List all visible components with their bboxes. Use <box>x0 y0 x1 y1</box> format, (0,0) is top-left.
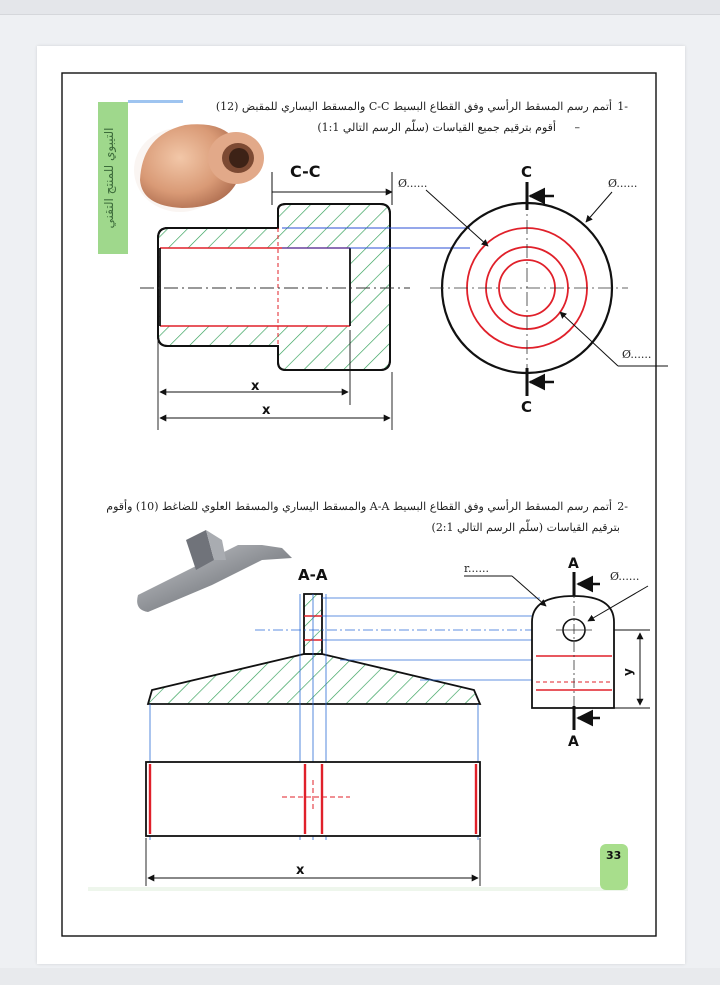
exercise1-heading <box>216 99 628 134</box>
section-cc-title: C-C <box>290 162 321 181</box>
svg-text:التيبوي للمنتج التقني: التيبوي للمنتج التقني <box>102 127 116 229</box>
cut-label-c-bottom: C <box>521 398 533 416</box>
bushing-photo <box>134 124 264 212</box>
exercise2-line1: أتمم رسم المسقط الرأسي وفق القطاع البسيط A-A والمسقط اليساري والمسقط العلوي للضاغط (10) وأقوم <box>106 500 612 513</box>
page-number: 33 <box>606 849 622 862</box>
bushing-section-view <box>140 204 470 370</box>
exercise2-line2: بترقيم القياسات (سلّم الرسم التالي 2:1) <box>431 521 620 534</box>
dia-label-2: Ø...... <box>608 177 638 190</box>
dim-x-bottom: x <box>296 863 305 878</box>
exercise1-number: -1 <box>617 100 628 113</box>
exercise1-line1: أتمم رسم المسقط الرأسي وفق القطاع البسيط C-C والمسقط اليساري للمقبض (12) <box>215 100 612 113</box>
dia-label-3: Ø...... <box>622 348 652 361</box>
section-aa-title: A-A <box>298 566 328 584</box>
page-number-badge <box>600 844 628 890</box>
radius-label: r...... <box>464 562 490 575</box>
presser-photo <box>137 530 292 612</box>
cut-label-a-top: A <box>568 556 579 572</box>
cut-label-c-top: C <box>521 163 533 181</box>
presser-top-view <box>146 762 480 836</box>
bushing-left-view <box>430 196 628 380</box>
dim-x-inner: x <box>251 379 260 394</box>
exercise1-line2: أقوم بترقيم جميع القياسات (سلّم الرسم التالي 1:1) <box>317 121 556 134</box>
exercise1-dash: – <box>574 121 580 134</box>
cut-label-a-bottom: A <box>568 734 579 750</box>
presser-left-view <box>532 588 614 716</box>
dim-y: y <box>621 668 635 676</box>
exercise2-number: -2 <box>617 500 628 513</box>
dim-x-total: x <box>262 403 271 418</box>
exercise2-heading <box>106 499 628 534</box>
dia-label-1: Ø...... <box>398 177 428 190</box>
dia-label-a: Ø...... <box>610 570 640 583</box>
